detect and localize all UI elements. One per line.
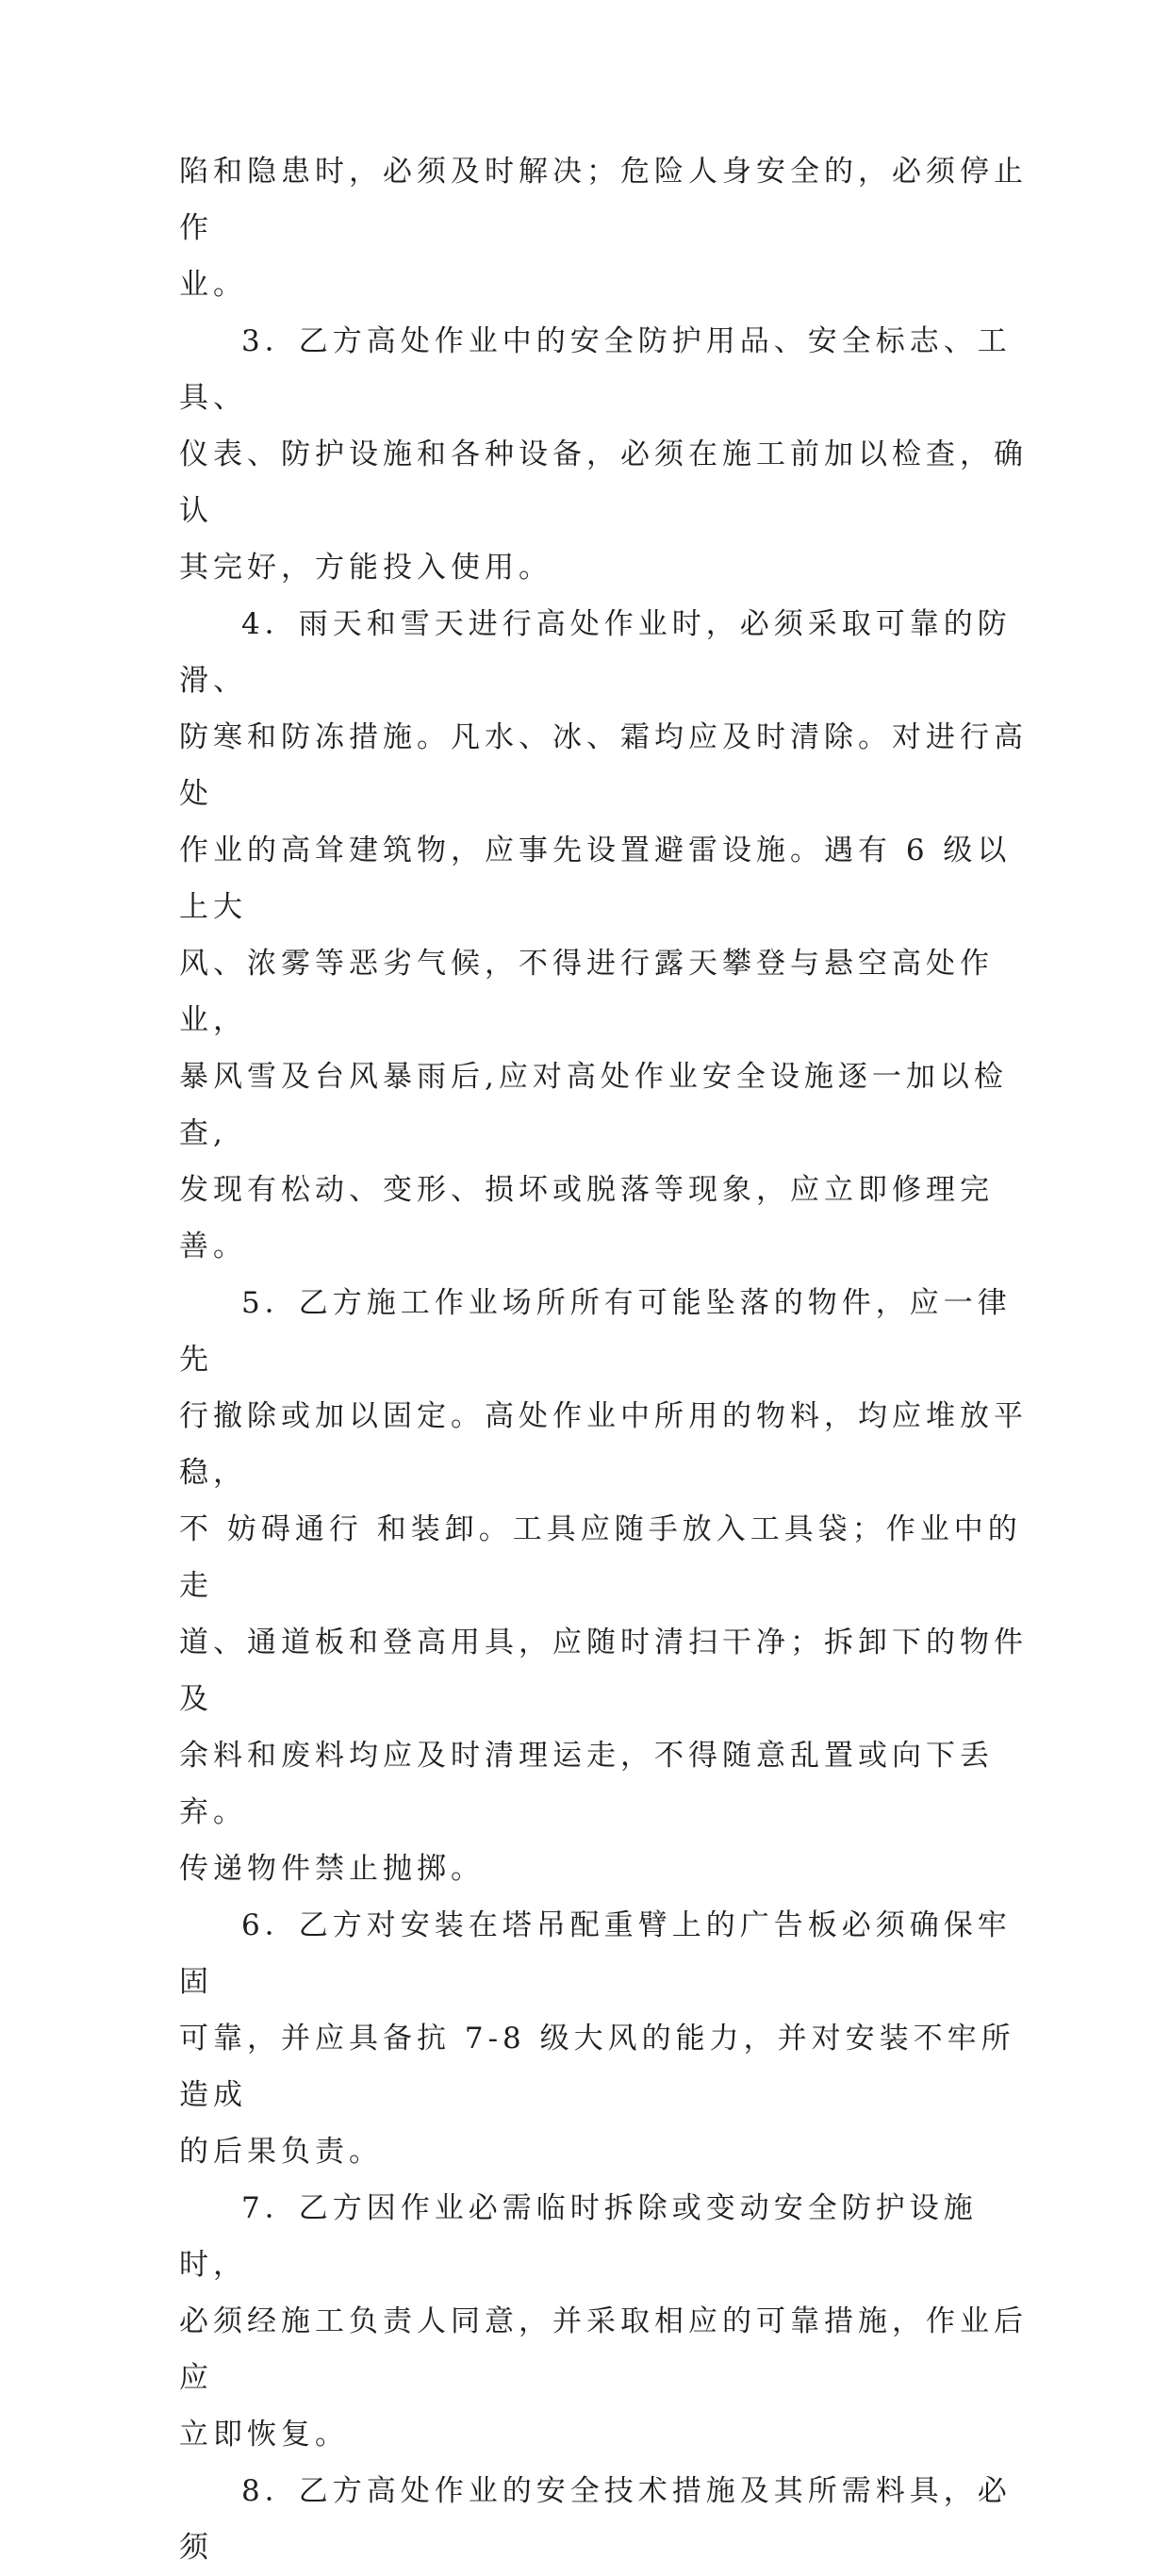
- text-line: 6．乙方对安装在塔吊配重臂上的广告板必须确保牢固: [179, 1908, 1012, 1999]
- text-line: 其完好，方能投入使用。: [179, 551, 552, 585]
- paragraph-item-4: [179, 596, 1028, 1275]
- text-line: 4．雨天和雪天进行高处作业时，必须采取可靠的防滑、: [179, 607, 1012, 698]
- text-line: 可靠，并应具备抗 7-8 级大风的能力，并对安装不牢所造成: [179, 2022, 1015, 2112]
- paragraph-item-6: [179, 1897, 1028, 2180]
- paragraph-item-8: [179, 2463, 1028, 2576]
- text-line: 8．乙方高处作业的安全技术措施及其所需料具，必须: [179, 2474, 1012, 2565]
- text-line: 发现有松动、变形、损坏或脱落等现象，应立即修理完善。: [179, 1173, 994, 1263]
- text-line: 3．乙方高处作业中的安全防护用品、安全标志、工具、: [179, 324, 1012, 415]
- text-line: 道、通道板和登高用具，应随时清扫干净；拆卸下的物件及: [179, 1626, 1028, 1716]
- text-line: 行撤除或加以固定。高处作业中所用的物料，均应堆放平稳，: [179, 1399, 1028, 1490]
- text-line: 余料和废料均应及时清理运走，不得随意乱置或向下丢弃。: [179, 1739, 994, 1829]
- text-line: 的后果负责。: [179, 2135, 383, 2169]
- paragraph-item-7: [179, 2180, 1028, 2463]
- text-line: 防寒和防冻措施。凡水、冰、霜均应及时清除。对进行高处: [179, 720, 1028, 811]
- text-line: 作业的高耸建筑物，应事先设置避雷设施。遇有 6 级以上大: [179, 834, 1012, 924]
- text-line: 业。: [179, 268, 247, 302]
- text-line: 风、浓雾等恶劣气候，不得进行露天攀登与悬空高处作业，: [179, 947, 994, 1037]
- text-line: 立即恢复。: [179, 2418, 349, 2452]
- text-line: 必须经施工负责人同意，并采取相应的可靠措施，作业后应: [179, 2304, 1028, 2395]
- document-body: [179, 143, 1028, 2576]
- text-line: 7．乙方因作业必需临时拆除或变动安全防护设施时，: [179, 2191, 978, 2282]
- text-line: 陷和隐患时，必须及时解决；危险人身安全的，必须停止作: [179, 155, 1028, 245]
- text-line: 不 妨碍通行 和装卸。工具应随手放入工具袋；作业中的走: [179, 1512, 1022, 1603]
- text-line: 暴风雪及台风暴雨后,应对高处作业安全设施逐一加以检查,: [179, 1060, 1008, 1150]
- text-line: 5．乙方施工作业场所所有可能坠落的物件，应一律先: [179, 1286, 1012, 1377]
- paragraph-item-5: [179, 1275, 1028, 1897]
- paragraph-continuation: [179, 143, 1028, 313]
- paragraph-item-3: [179, 313, 1028, 596]
- text-line: 仪表、防护设施和各种设备，必须在施工前加以检查，确认: [179, 438, 1028, 528]
- text-line: 传递物件禁止抛掷。: [179, 1852, 485, 1886]
